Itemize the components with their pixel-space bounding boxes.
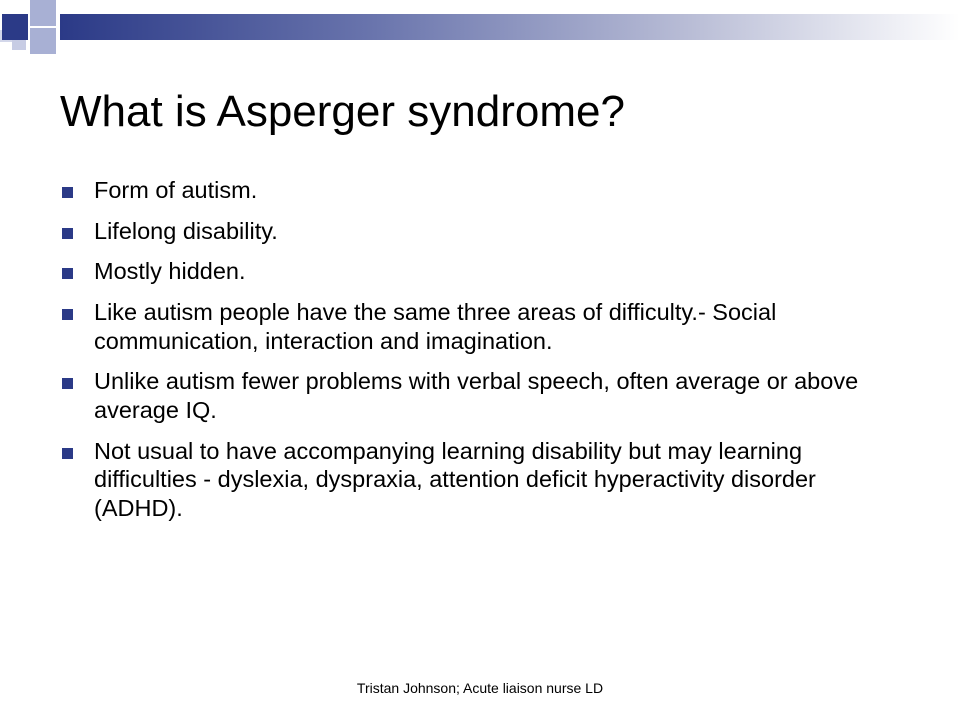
bullet-text: Form of autism. [94,177,258,203]
square-bullet-icon [62,448,73,459]
slide-title: What is Asperger syndrome? [60,87,625,136]
bullet-list [60,176,900,535]
slide-footer: Tristan Johnson; Acute liaison nurse LD [356,680,604,696]
bullet-item [60,367,900,424]
header-gradient-bar [60,14,960,40]
bullet-text: Mostly hidden. [94,258,246,285]
square-bullet-icon [62,309,73,320]
decor-square [30,28,56,54]
square-bullet-icon [62,268,73,279]
bullet-item [60,217,900,246]
square-bullet-icon [62,187,73,198]
bullet-item [60,176,900,205]
bullet-item [60,298,900,355]
square-bullet-icon [62,228,73,239]
bullet-item [60,257,900,286]
bullet-text: Unlike autism fewer problems with verbal speech, often average or above average IQ. [94,368,859,423]
square-bullet-icon [62,378,73,389]
bullet-text: Not usual to have accompanying learning disability but may learning difficulties - dyslexia, dyspraxia, attention deficit hyperactivity disorder (ADHD). [94,437,816,521]
bullet-text: Lifelong disability. [94,217,278,244]
bullet-text: Like autism people have the same three areas of difficulty.- Social communication, interaction and imagination. [94,298,777,354]
bullet-item [60,437,900,523]
decor-square [2,14,28,40]
decor-square [30,0,56,26]
